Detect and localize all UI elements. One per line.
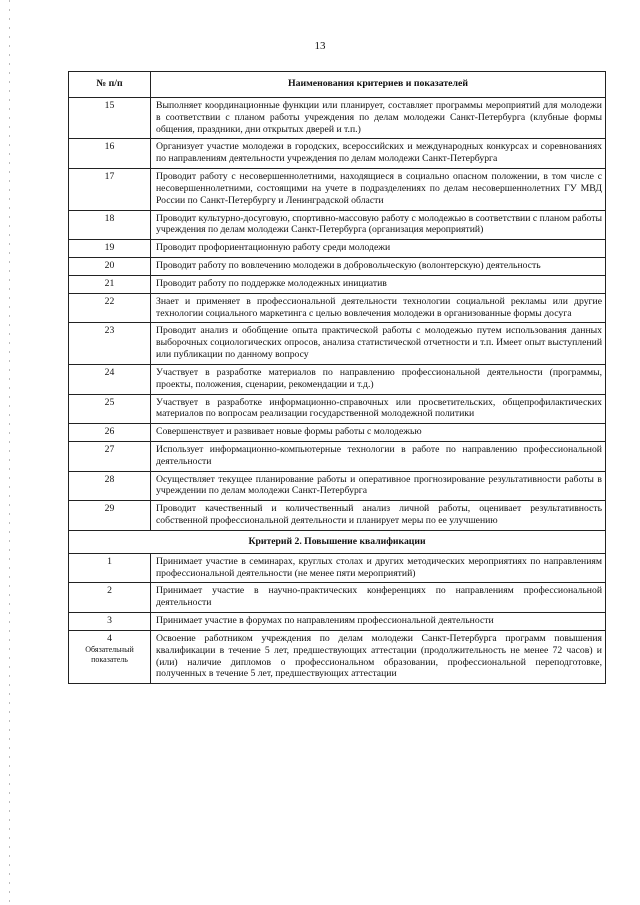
- row-number: 1: [69, 553, 151, 583]
- row-number: 27: [69, 441, 151, 471]
- table-row: [69, 583, 606, 613]
- row-number: 4: [107, 632, 112, 644]
- mandatory-indicator-note: Обязательный показатель: [85, 644, 134, 664]
- section-title: Критерий 2. Повышение квалификации: [69, 530, 606, 553]
- row-text: Совершенствует и развивает новые формы работы с молодежью: [151, 424, 606, 442]
- row-number: 16: [69, 139, 151, 169]
- table-header-row: [69, 72, 606, 98]
- table-row: [69, 139, 606, 169]
- row-text: Освоение работником учреждения по делам молодежи Санкт-Петербурга программ повышения квалификации в течение 5 лет, предшествующих аттестации (продолжительность не менее 72 часов) и (или) наличие дипломов о профессиональном образовании, профессиональной переподготовке, полученных в течение 5 лет, предшествующих аттестации: [151, 630, 606, 683]
- row-text: Организует участие молодежи в городских, всероссийских и международных конкурсах и соревнованиях по направлениям деятельности учреждения по делам молодежи Санкт-Петербурга: [151, 139, 606, 169]
- page-number: 13: [314, 40, 326, 52]
- table-row: [69, 169, 606, 210]
- row-text: Принимает участие в семинарах, круглых столах и других методических мероприятиях по направлениям профессиональной деятельности (не менее пяти мероприятий): [151, 553, 606, 583]
- row-text: Проводит работу с несовершеннолетними, находящиеся в социально опасном положении, в том числе с несовершеннолетними, состоящими на учете в подразделениях по делам несовершеннолетних ГУ МВД России по Санкт-Петербургу и Ленинградской области: [151, 169, 606, 210]
- row-number: 19: [69, 240, 151, 258]
- row-text: Участвует в разработке информационно-справочных или просветительских, общепрофилактических материалов по вопросам реализации государственной молодежной политики: [151, 394, 606, 424]
- row-number: 28: [69, 471, 151, 501]
- table-row: [69, 210, 606, 240]
- table-row: [69, 613, 606, 631]
- table-row: [69, 471, 606, 501]
- row-text: Проводит профориентационную работу среди молодежи: [151, 240, 606, 258]
- row-number: 29: [69, 501, 151, 531]
- row-number-cell: [69, 630, 151, 683]
- column-header-name: Наименования критериев и показателей: [151, 72, 606, 98]
- row-number: 17: [69, 169, 151, 210]
- table-row: [69, 240, 606, 258]
- row-number: 15: [69, 97, 151, 138]
- row-text: Проводит анализ и обобщение опыта практической работы с молодежью путем использования данных выборочных социологических опросов, анализа статистической отчетности и т.п. Имеет опыт выступлений или публикации по данному вопросу: [151, 323, 606, 364]
- table-row: [69, 501, 606, 531]
- row-number: 2: [69, 583, 151, 613]
- row-text: Проводит качественный и количественный анализ личной работы, оценивает результативность собственной профессиональной деятельности и планирует меры по ее улучшению: [151, 501, 606, 531]
- row-number: 24: [69, 364, 151, 394]
- table-row: [69, 424, 606, 442]
- row-text: Проводит культурно-досуговую, спортивно-массовую работу с молодежью в соответствии с планом работы учреждения по делам молодежи Санкт-Петербурга (организация мероприятий): [151, 210, 606, 240]
- row-text: Использует информационно-компьютерные технологии в работе по направлению профессиональной деятельности: [151, 441, 606, 471]
- table-row: [69, 293, 606, 323]
- row-number: 21: [69, 275, 151, 293]
- row-number: 26: [69, 424, 151, 442]
- table-row: [69, 258, 606, 276]
- column-header-number: № п/п: [69, 72, 151, 98]
- table-row: [69, 441, 606, 471]
- row-number: 22: [69, 293, 151, 323]
- row-text: Проводит работу по поддержке молодежных инициатив: [151, 275, 606, 293]
- row-text: Выполняет координационные функции или планирует, составляет программы мероприятий для молодежи в соответствии с планом работы учреждения по делам молодежи Санкт-Петербурга (клубные формы общения, праздники, дни открытых дверей и т.п.): [151, 97, 606, 138]
- scan-edge-mark: [9, 0, 10, 905]
- row-text: Проводит работу по вовлечению молодежи в добровольческую (волонтерскую) деятельность: [151, 258, 606, 276]
- row-text: Принимает участие в научно-практических конференциях по направлениям профессиональной деятельности: [151, 583, 606, 613]
- table-row: [69, 630, 606, 683]
- criteria-table: [68, 71, 606, 684]
- table-row: [69, 97, 606, 138]
- row-text: Знает и применяет в профессиональной деятельности технологии социальной рекламы или другие технологии социального маркетинга с целью вовлечения молодежи в организованные формы досуга: [151, 293, 606, 323]
- row-number: 3: [69, 613, 151, 631]
- row-number: 25: [69, 394, 151, 424]
- row-text: Принимает участие в форумах по направлениям профессиональной деятельности: [151, 613, 606, 631]
- section-header-row: [69, 530, 606, 553]
- row-number: 18: [69, 210, 151, 240]
- table-row: [69, 364, 606, 394]
- row-number: 20: [69, 258, 151, 276]
- table-row: [69, 394, 606, 424]
- table-row: [69, 275, 606, 293]
- row-text: Осуществляет текущее планирование работы и оперативное прогнозирование результативности работы в учреждении по делам молодежи Санкт-Петербурга: [151, 471, 606, 501]
- table-row: [69, 323, 606, 364]
- row-text: Участвует в разработке материалов по направлению профессиональной деятельности (программы, проекты, положения, сценарии, рекомендации и т.д.): [151, 364, 606, 394]
- table-row: [69, 553, 606, 583]
- row-number: 23: [69, 323, 151, 364]
